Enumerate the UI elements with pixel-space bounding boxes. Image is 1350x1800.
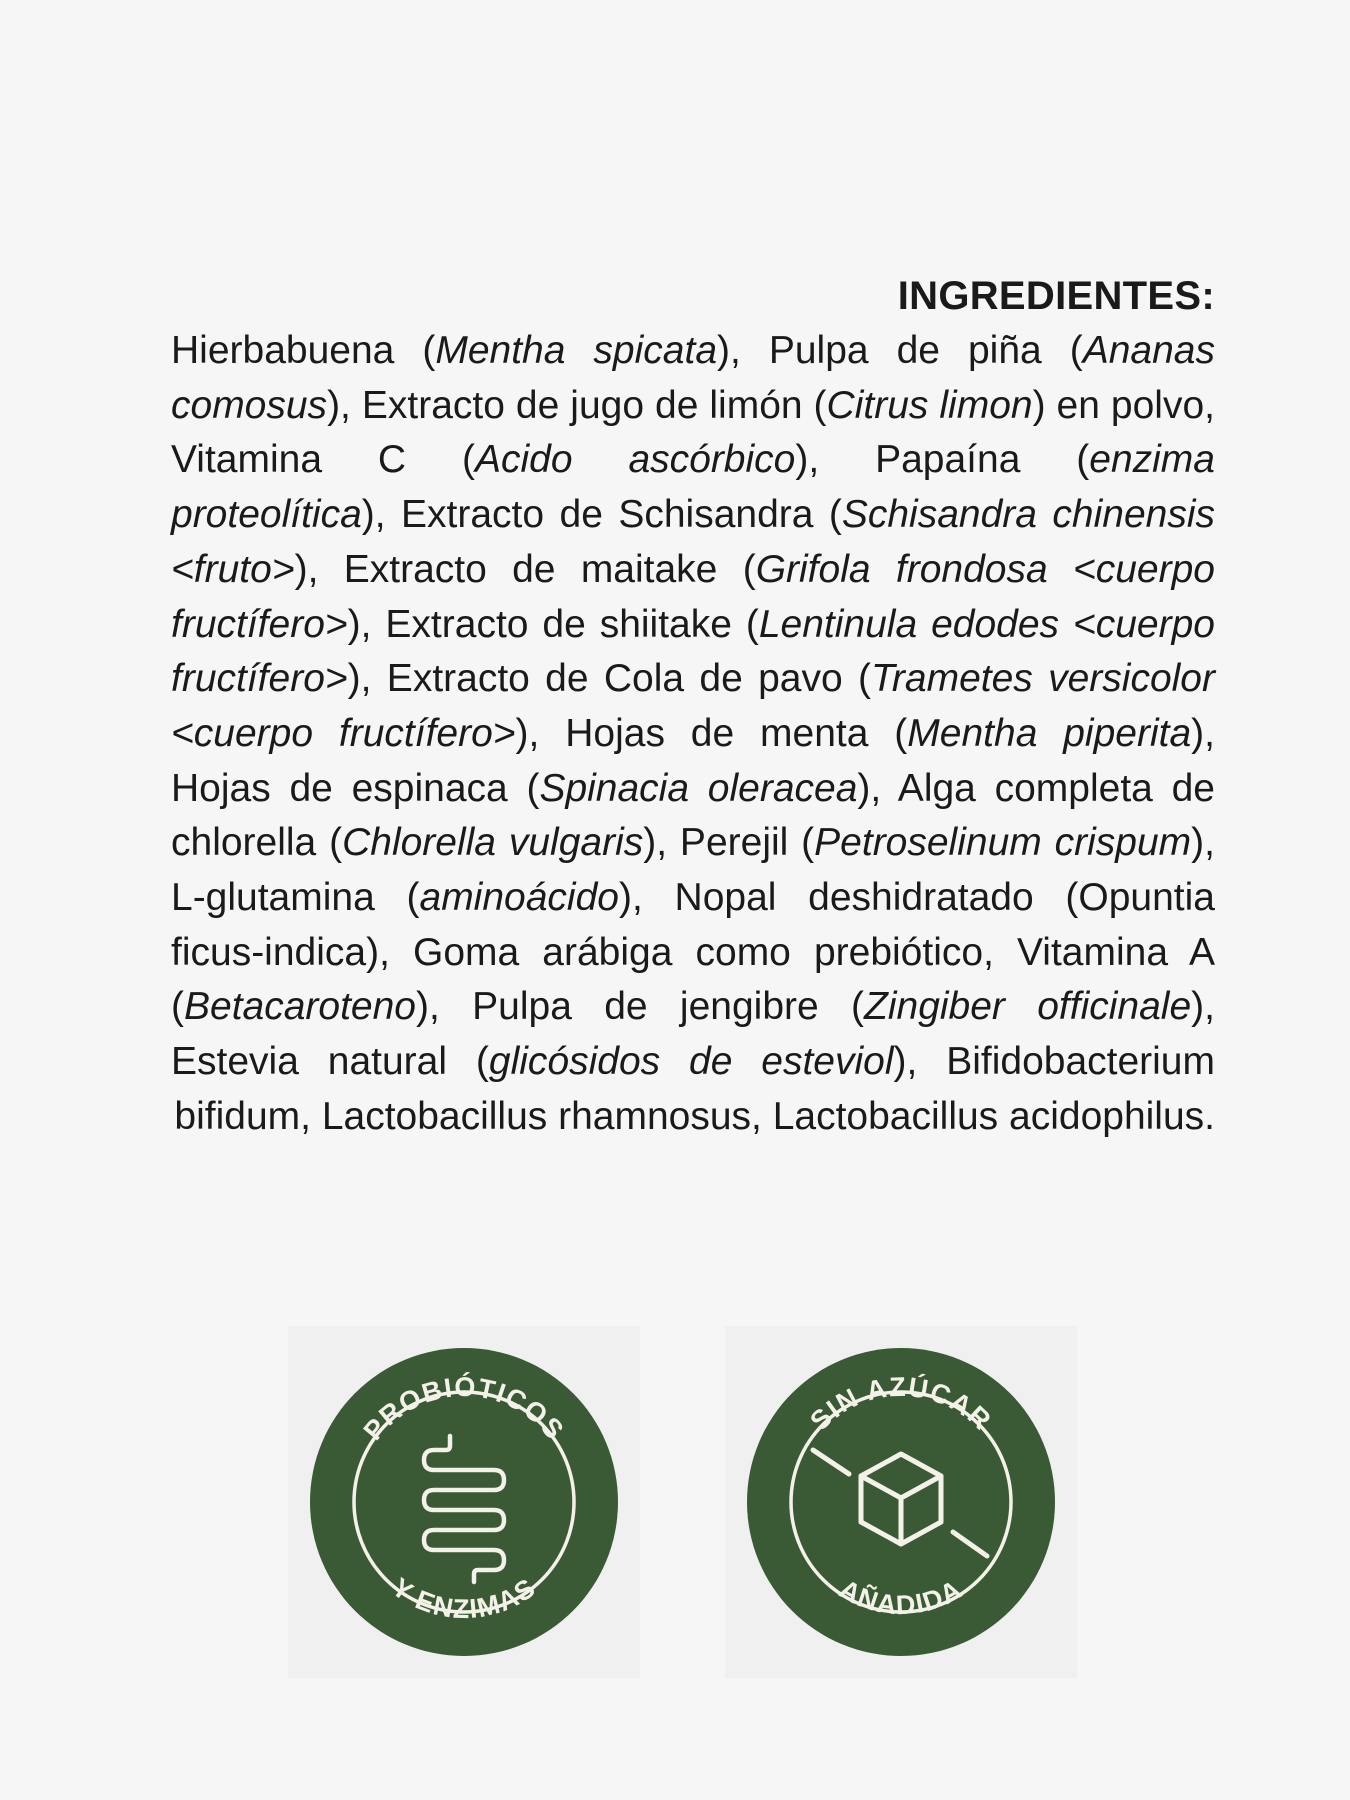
scientific-name: Schisandra chinensis <fruto> [171, 493, 1215, 591]
ingredient-text: ), Pulpa de piña ( [717, 329, 1083, 372]
scientific-name: Acido ascórbico [474, 438, 796, 482]
scientific-name: Trametes versicolor <cuerpo fructífero> [171, 657, 1215, 755]
ingredient-text: ), Papaína ( [795, 438, 1090, 482]
ingredient-text: ), Bifidobacterium bifidum, Lactobacillus rhamnosus, Lactobacillus acidophilus. [174, 1040, 1215, 1138]
ingredient-text: ), Estevia natural ( [171, 985, 1215, 1084]
badge-bottom-text: Y ENZIMAS [386, 1572, 542, 1625]
ingredient-text: ) en polvo, Vitamina C ( [171, 383, 1215, 482]
ingredients-section [171, 268, 1215, 1145]
scientific-name: Ananas comosus [171, 329, 1215, 427]
scientific-name: Mentha piperita [907, 711, 1192, 755]
ingredient-text: ), Extracto de jugo de limón ( [327, 383, 827, 427]
ingredient-text: ), Extracto de Cola de pavo ( [347, 657, 871, 701]
ingredient-text: ), Extracto de shiitake ( [347, 602, 759, 646]
no-sugar-badge [725, 1326, 1077, 1678]
scientific-name: Spinacia oleracea [539, 766, 858, 810]
scientific-name: Zingiber officinale [864, 985, 1192, 1029]
scientific-name: glicósidos de esteviol [488, 1040, 894, 1084]
probiotics-badge [288, 1326, 640, 1678]
ingredient-text: ), Perejil ( [643, 821, 815, 865]
scientific-name: Lentinula edodes <cuerpo fructífero> [171, 602, 1215, 701]
ingredient-text: ), L-glutamina ( [171, 821, 1215, 920]
scientific-name: Betacaroteno [184, 985, 417, 1029]
ingredients-heading: INGREDIENTES: [897, 274, 1215, 318]
ingredient-text: ), Hojas de menta ( [515, 711, 908, 755]
scientific-name: Grifola frondosa <cuerpo fructífero> [171, 547, 1215, 646]
ingredient-text: ), Hojas de espinaca ( [171, 711, 1215, 810]
ingredient-text: ), Nopal deshidratado (Opuntia ficus-indica), Goma arábiga como prebiótico, Vitamina A ( [171, 876, 1215, 1029]
scientific-name: aminoácido [419, 876, 619, 920]
ingredient-text: Hierbabuena ( [171, 329, 436, 372]
ingredient-text: ), Extracto de Schisandra ( [361, 493, 842, 537]
ingredient-text: ), Pulpa de jengibre ( [416, 985, 865, 1029]
scientific-name: Mentha spicata [435, 329, 718, 372]
no-sugar-badge-graphic [725, 1326, 1077, 1678]
scientific-name: Petroselinum crispum [814, 821, 1192, 865]
badge-top-text: PROBIÓTICOS [357, 1371, 571, 1446]
ingredients-list [171, 324, 1215, 1145]
ingredient-text: ), Extracto de maitake ( [294, 547, 756, 591]
scientific-name: Chlorella vulgaris [342, 821, 644, 865]
probiotics-badge-graphic [288, 1326, 640, 1678]
ingredient-text: ), Alga completa de chlorella ( [171, 766, 1215, 865]
badge-bottom-text: AÑADIDA [834, 1573, 968, 1621]
badge-top-text: SIN AZÚCAR [804, 1371, 998, 1437]
scientific-name: Citrus limon [826, 383, 1033, 427]
scientific-name: enzima proteolítica [171, 438, 1215, 537]
